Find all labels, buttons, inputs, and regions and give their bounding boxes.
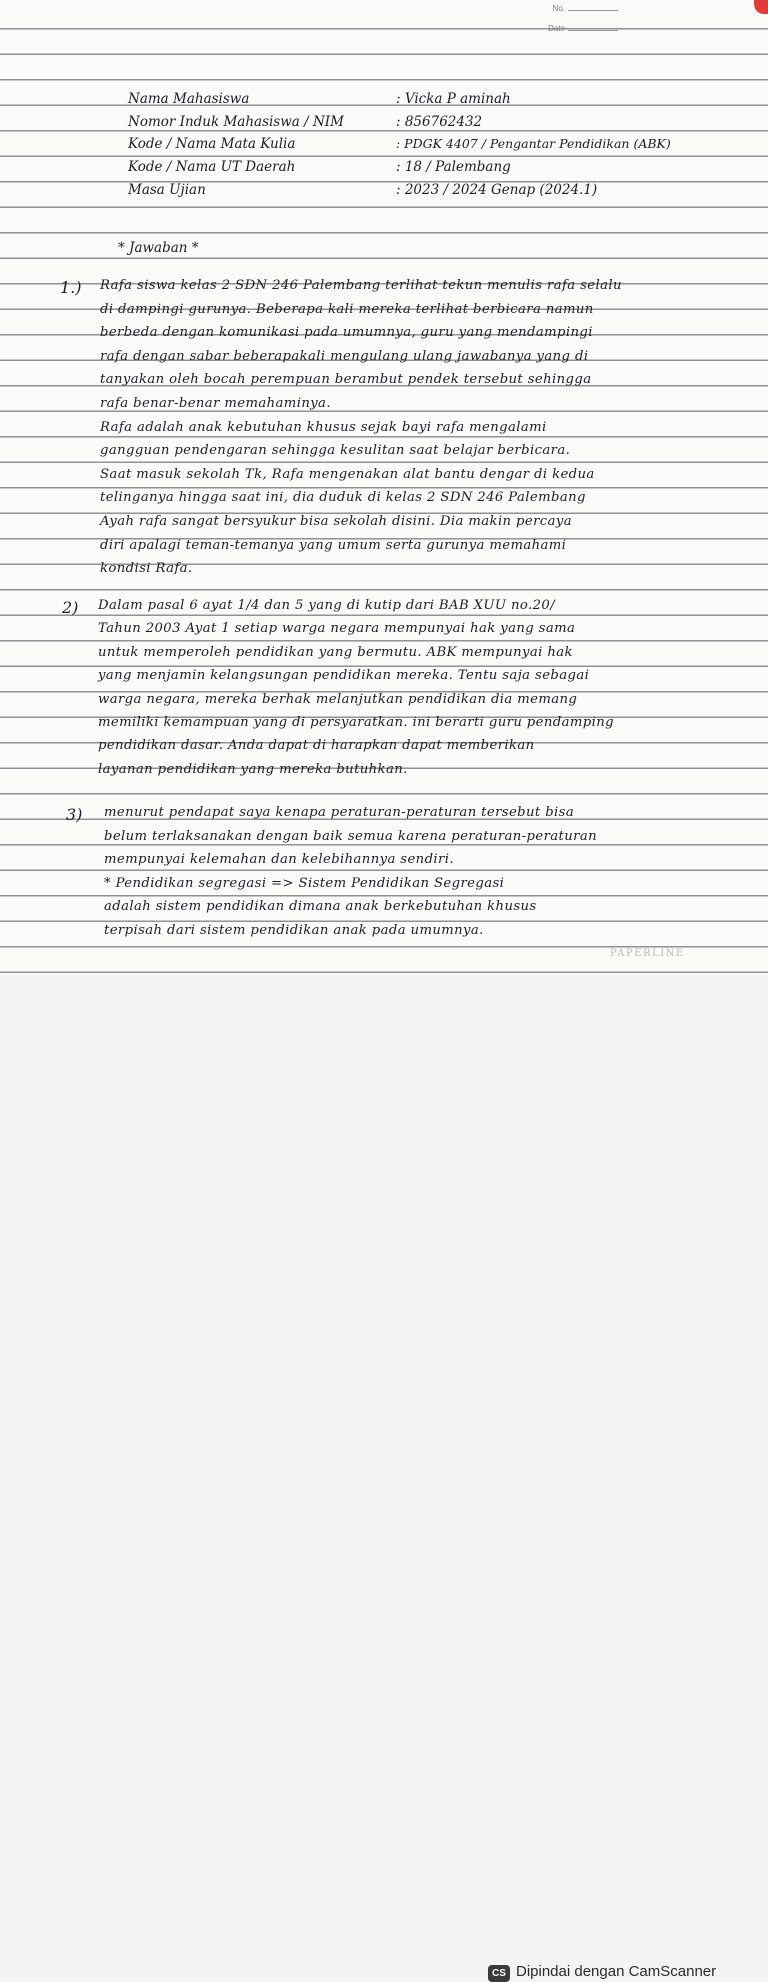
- answer-line: berbeda dengan komunikasi pada umumnya, guru yang mendampingi: [100, 325, 593, 341]
- margin-mark: [754, 0, 768, 14]
- answer-line: Ayah rafa sangat bersyukur bisa sekolah disini. Dia makin percaya: [100, 514, 572, 529]
- identity-value: : 2023 / 2024 Genap (2024.1): [396, 182, 598, 198]
- answer-line: mempunyai kelemahan dan kelebihannya sendiri.: [104, 852, 454, 867]
- identity-value: : PDGK 4407 / Pengantar Pendidikan (ABK): [396, 136, 671, 151]
- camscanner-logo-icon: CS: [488, 1965, 510, 1982]
- answer-line: untuk memperoleh pendidikan yang bermutu. ABK mempunyai hak: [98, 644, 573, 660]
- identity-value: : Vicka P aminah: [396, 91, 511, 107]
- answer-line: Saat masuk sekolah Tk, Rafa mengenakan alat bantu dengar di kedua: [100, 466, 595, 482]
- answer-line: di dampingi gurunya. Beberapa kali mereka terlihat berbicara namun: [100, 301, 594, 317]
- identity-label: Nama Mahasiswa: [128, 91, 250, 107]
- date-field: [548, 24, 618, 33]
- answer-line: kondisi Rafa.: [100, 561, 193, 577]
- answer-line: menurut pendapat saya kenapa peraturan-peraturan tersebut bisa: [104, 805, 575, 820]
- identity-value: : 18 / Palembang: [396, 159, 511, 175]
- answer-line: layanan pendidikan yang mereka butuhkan.: [98, 761, 408, 777]
- identity-value: : 856762432: [396, 114, 483, 130]
- answer-line: adalah sistem pendidikan dimana anak berkebutuhan khusus: [104, 899, 537, 914]
- answer-line: rafa benar-benar memahaminya.: [100, 396, 331, 411]
- no-label: No.: [552, 4, 565, 13]
- answer-line: warga negara, mereka berhak melanjutkan pendidikan dia memang: [98, 691, 578, 707]
- answer-line: * Pendidikan segregasi => Sistem Pendidikan Segregasi: [104, 875, 505, 891]
- scanner-caption: Dipindai dengan CamScanner: [516, 1963, 717, 1980]
- answer-number: 1.): [60, 278, 82, 297]
- identity-label: Nomor Induk Mahasiswa / NIM: [128, 114, 344, 130]
- answer-line: diri apalagi teman-temanya yang umum serta gurunya memahami: [100, 537, 567, 553]
- answer-number: 2): [62, 598, 79, 617]
- identity-label: Kode / Nama Mata Kulia: [128, 136, 296, 152]
- answers-title: * Jawaban *: [118, 240, 199, 256]
- answer-line: terpisah dari sistem pendidikan anak pada umumnya.: [104, 922, 484, 938]
- answer-line: Rafa siswa kelas 2 SDN 246 Palembang terlihat tekun menulis rafa selalu: [100, 278, 622, 293]
- scanner-footer: [0, 975, 768, 1980]
- date-label: Date: [548, 24, 565, 33]
- answer-line: tanyakan oleh bocah perempuan berambut pendek tersebut sehingga: [100, 372, 592, 388]
- answer-line: telinganya hingga saat ini, dia duduk di kelas 2 SDN 246 Palembang: [100, 490, 586, 506]
- answer-line: pendidikan dasar. Anda dapat di harapkan dapat memberikan: [98, 738, 535, 754]
- paper-brand-watermark: PAPERLINE: [610, 948, 685, 959]
- answer-line: Rafa adalah anak kebutuhan khusus sejak bayi rafa mengalami: [100, 419, 547, 435]
- answer-line: Dalam pasal 6 ayat 1/4 dan 5 yang di kutip dari BAB XUU no.20/: [98, 598, 556, 613]
- identity-label: Kode / Nama UT Daerah: [128, 159, 296, 175]
- notebook-page: [0, 0, 768, 975]
- answer-line: gangguan pendengaran sehingga kesulitan saat belajar berbicara.: [100, 443, 571, 459]
- identity-label: Masa Ujian: [128, 182, 206, 198]
- answer-line: rafa dengan sabar beberapakali mengulang ulang jawabanya yang di: [100, 348, 589, 364]
- answer-number: 3): [66, 805, 83, 824]
- no-field: [553, 4, 618, 13]
- answer-line: yang menjamin kelangsungan pendidikan mereka. Tentu saja sebagai: [98, 668, 590, 684]
- answer-line: belum terlaksanakan dengan baik semua karena peraturan-peraturan: [104, 828, 598, 844]
- answer-line: Tahun 2003 Ayat 1 setiap warga negara mempunyai hak yang sama: [98, 621, 576, 637]
- answer-line: memiliki kemampuan yang di persyaratkan. ini berarti guru pendamping: [98, 715, 614, 730]
